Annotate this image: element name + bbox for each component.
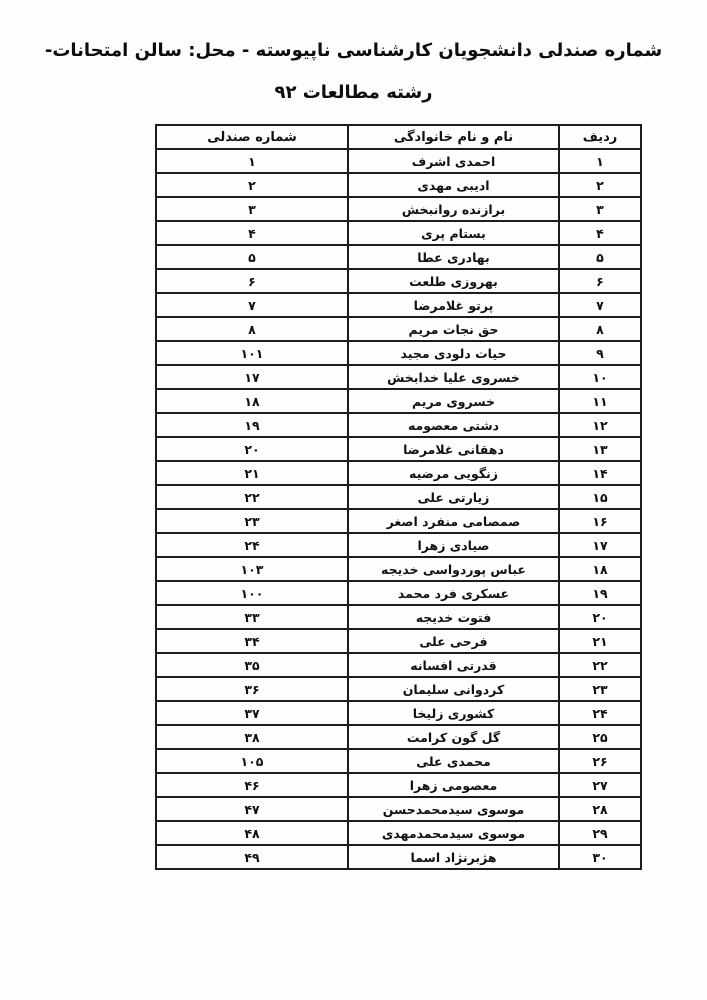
name-cell: موسوی سیدمحمدحسن: [348, 797, 559, 821]
table-row: [156, 341, 641, 365]
name-cell: صیادی زهرا: [348, 533, 559, 557]
seat-number-cell: ۳۷: [156, 701, 348, 725]
row-number-cell: ۱۷: [559, 533, 641, 557]
seat-number-cell: ۳۶: [156, 677, 348, 701]
table-row: [156, 821, 641, 845]
table-row: [156, 629, 641, 653]
name-cell: صمصامی منفرد اصغر: [348, 509, 559, 533]
table-row: [156, 557, 641, 581]
row-number-cell: ۲۹: [559, 821, 641, 845]
seat-number-cell: ۱۷: [156, 365, 348, 389]
seat-number-cell: ۱۸: [156, 389, 348, 413]
name-cell: ادیبی مهدی: [348, 173, 559, 197]
seat-number-cell: ۴۹: [156, 845, 348, 869]
row-number-cell: ۵: [559, 245, 641, 269]
row-number-cell: ۲۲: [559, 653, 641, 677]
seat-number-cell: ۲۰: [156, 437, 348, 461]
seat-number-cell: ۲۴: [156, 533, 348, 557]
name-cell: کشوری زلیخا: [348, 701, 559, 725]
row-number-cell: ۶: [559, 269, 641, 293]
row-number-cell: ۲۰: [559, 605, 641, 629]
seat-number-cell: ۲۱: [156, 461, 348, 485]
seat-number-cell: ۲۳: [156, 509, 348, 533]
seat-number-cell: ۱۰۰: [156, 581, 348, 605]
name-cell: بهادری عطا: [348, 245, 559, 269]
row-number-cell: ۱۸: [559, 557, 641, 581]
row-number-cell: ۳۰: [559, 845, 641, 869]
table-row: [156, 173, 641, 197]
row-number-cell: ۲: [559, 173, 641, 197]
header-row-number: ردیف: [559, 125, 641, 149]
table-row: [156, 269, 641, 293]
name-cell: زنگویی مرضیه: [348, 461, 559, 485]
seat-number-cell: ۴۶: [156, 773, 348, 797]
name-cell: خسروی علیا خدابخش: [348, 365, 559, 389]
seat-number-cell: ۳: [156, 197, 348, 221]
seat-number-cell: ۴۸: [156, 821, 348, 845]
row-number-cell: ۷: [559, 293, 641, 317]
name-cell: بستام پری: [348, 221, 559, 245]
table-row: [156, 365, 641, 389]
seat-number-cell: ۲۲: [156, 485, 348, 509]
table-row: [156, 845, 641, 869]
table-row: [156, 533, 641, 557]
name-cell: گل گون کرامت: [348, 725, 559, 749]
row-number-cell: ۲۱: [559, 629, 641, 653]
row-number-cell: ۲۳: [559, 677, 641, 701]
name-cell: حیات دلودی مجید: [348, 341, 559, 365]
name-cell: زیارتی علی: [348, 485, 559, 509]
title-line-1: شماره صندلی دانشجویان کارشناسی ناپیوسته - محل: سالن امتحانات-: [44, 40, 663, 61]
table-row: [156, 701, 641, 725]
row-number-cell: ۱۰: [559, 365, 641, 389]
seat-number-cell: ۱۹: [156, 413, 348, 437]
row-number-cell: ۱: [559, 149, 641, 173]
row-number-cell: ۲۵: [559, 725, 641, 749]
seat-number-cell: ۶: [156, 269, 348, 293]
row-number-cell: ۲۴: [559, 701, 641, 725]
seat-number-cell: ۱۰۱: [156, 341, 348, 365]
title-line-2: رشته مطالعات ۹۲: [274, 82, 433, 103]
table-row: [156, 605, 641, 629]
table-body: [156, 149, 641, 869]
name-cell: معصومی زهرا: [348, 773, 559, 797]
table-row: [156, 653, 641, 677]
table-row: [156, 461, 641, 485]
row-number-cell: ۱۹: [559, 581, 641, 605]
row-number-cell: ۱۳: [559, 437, 641, 461]
table-row: [156, 197, 641, 221]
name-cell: احمدی اشرف: [348, 149, 559, 173]
seat-number-cell: ۱: [156, 149, 348, 173]
header-full-name: نام و نام خانوادگی: [348, 125, 559, 149]
seat-assignment-table: [155, 124, 642, 870]
seat-number-cell: ۵: [156, 245, 348, 269]
table-row: [156, 485, 641, 509]
name-cell: موسوی سیدمحمدمهدی: [348, 821, 559, 845]
row-number-cell: ۳: [559, 197, 641, 221]
row-number-cell: ۲۷: [559, 773, 641, 797]
name-cell: فتوت خدیجه: [348, 605, 559, 629]
table-row: [156, 317, 641, 341]
name-cell: بهروزی طلعت: [348, 269, 559, 293]
row-number-cell: ۱۶: [559, 509, 641, 533]
name-cell: برازنده روانبخش: [348, 197, 559, 221]
seat-number-cell: ۴: [156, 221, 348, 245]
seat-number-cell: ۷: [156, 293, 348, 317]
name-cell: هژبرنژاد اسما: [348, 845, 559, 869]
row-number-cell: ۴: [559, 221, 641, 245]
table-header-row: [156, 125, 641, 149]
table-row: [156, 437, 641, 461]
table-row: [156, 149, 641, 173]
row-number-cell: ۱۱: [559, 389, 641, 413]
table-row: [156, 293, 641, 317]
table-row: [156, 389, 641, 413]
table-row: [156, 221, 641, 245]
row-number-cell: ۸: [559, 317, 641, 341]
row-number-cell: ۲۶: [559, 749, 641, 773]
seat-number-cell: ۲: [156, 173, 348, 197]
row-number-cell: ۹: [559, 341, 641, 365]
header-seat-number: شماره صندلی: [156, 125, 348, 149]
row-number-cell: ۲۸: [559, 797, 641, 821]
seat-number-cell: ۸: [156, 317, 348, 341]
table-row: [156, 725, 641, 749]
name-cell: پرتو غلامرضا: [348, 293, 559, 317]
seat-number-cell: ۳۳: [156, 605, 348, 629]
seat-number-cell: ۳۵: [156, 653, 348, 677]
seat-number-cell: ۱۰۳: [156, 557, 348, 581]
document-title: [0, 0, 707, 114]
table-row: [156, 245, 641, 269]
name-cell: حق نجات مریم: [348, 317, 559, 341]
name-cell: خسروی مریم: [348, 389, 559, 413]
row-number-cell: ۱۲: [559, 413, 641, 437]
table-row: [156, 509, 641, 533]
table-row: [156, 677, 641, 701]
row-number-cell: ۱۵: [559, 485, 641, 509]
name-cell: فرحی علی: [348, 629, 559, 653]
table-row: [156, 581, 641, 605]
seat-number-cell: ۳۴: [156, 629, 348, 653]
table-row: [156, 413, 641, 437]
table-row: [156, 749, 641, 773]
table-row: [156, 773, 641, 797]
table-row: [156, 797, 641, 821]
name-cell: کردوانی سلیمان: [348, 677, 559, 701]
seat-number-cell: ۱۰۵: [156, 749, 348, 773]
name-cell: قدرتی افسانه: [348, 653, 559, 677]
seat-number-cell: ۳۸: [156, 725, 348, 749]
name-cell: عسکری فرد محمد: [348, 581, 559, 605]
name-cell: دشتی معصومه: [348, 413, 559, 437]
name-cell: عباس پوردواسی خدیجه: [348, 557, 559, 581]
name-cell: دهقانی غلامرضا: [348, 437, 559, 461]
name-cell: محمدی علی: [348, 749, 559, 773]
seat-number-cell: ۴۷: [156, 797, 348, 821]
row-number-cell: ۱۴: [559, 461, 641, 485]
